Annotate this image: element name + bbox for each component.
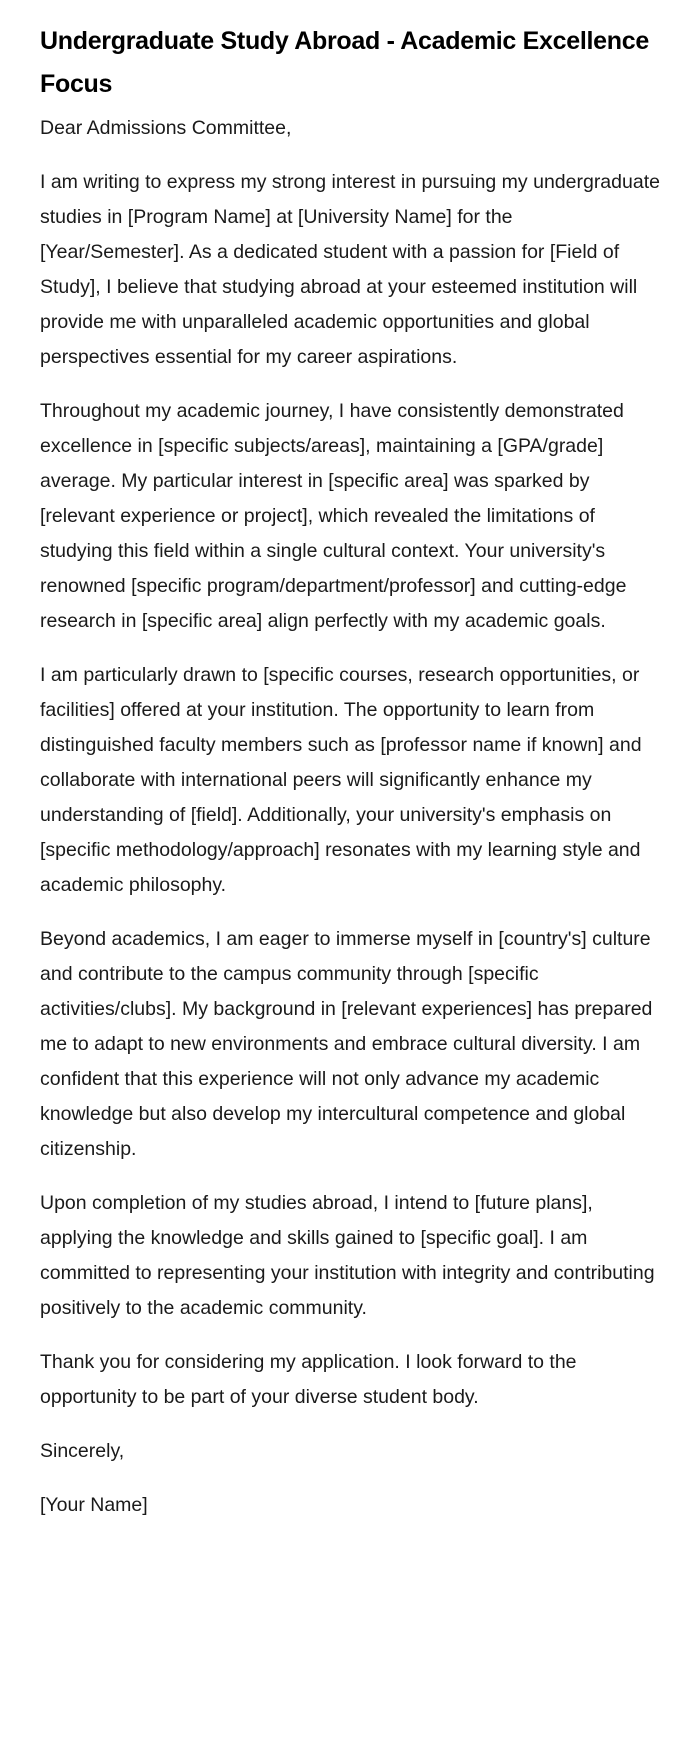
- paragraph-cultural: Beyond academics, I am eager to immerse myself in [country's] culture and contribute to the campus community through [specific activities/clubs]. My background in [relevant experiences] has prepared me to adapt to new environments and embrace cultural diversity. I am confident that this experience will not only advance my academic knowledge but also develop my intercultural competence and global citizenship.: [40, 928, 653, 1160]
- letter-title: Undergraduate Study Abroad - Academic Excellence Focus: [40, 27, 649, 98]
- paragraph-academic-record: Throughout my academic journey, I have consistently demonstrated excellence in [specific subjects/areas], maintaining a [GPA/grade] average. My particular interest in [specific area] was sparked by [relevant experience or project], which revealed the limitations of studying this field within a single cultural context. Your university's renowned [specific program/department/professor] and cutting-edge research in [specific area] align perfectly with my academic goals.: [40, 400, 627, 632]
- salutation: Dear Admissions Committee,: [40, 117, 292, 139]
- signature: [Your Name]: [40, 1494, 148, 1516]
- paragraph-thanks: Thank you for considering my application. I look forward to the opportunity to be part of your diverse student body.: [40, 1351, 577, 1408]
- paragraph-intro: I am writing to express my strong interest in pursuing my undergraduate studies in [Program Name] at [University Name] for the [Year/Semester]. As a dedicated student with a passion for [Field of Study], I believe that studying abroad at your esteemed institution will provide me with unparalleled academic opportunities and global perspectives essential for my career aspirations.: [40, 171, 660, 368]
- closing: Sincerely,: [40, 1440, 125, 1462]
- paragraph-program-interest: I am particularly drawn to [specific courses, research opportunities, or facilities] offered at your institution. The opportunity to learn from distinguished faculty members such as [professor name if known] and collaborate with international peers will significantly enhance my understanding of [field]. Additionally, your university's emphasis on [specific methodology/approach] resonates with my learning style and academic philosophy.: [40, 664, 642, 896]
- paragraph-future-plans: Upon completion of my studies abroad, I intend to [future plans], applying the knowledge and skills gained to [specific goal]. I am committed to representing your institution with integrity and contributing positively to the academic community.: [40, 1192, 655, 1319]
